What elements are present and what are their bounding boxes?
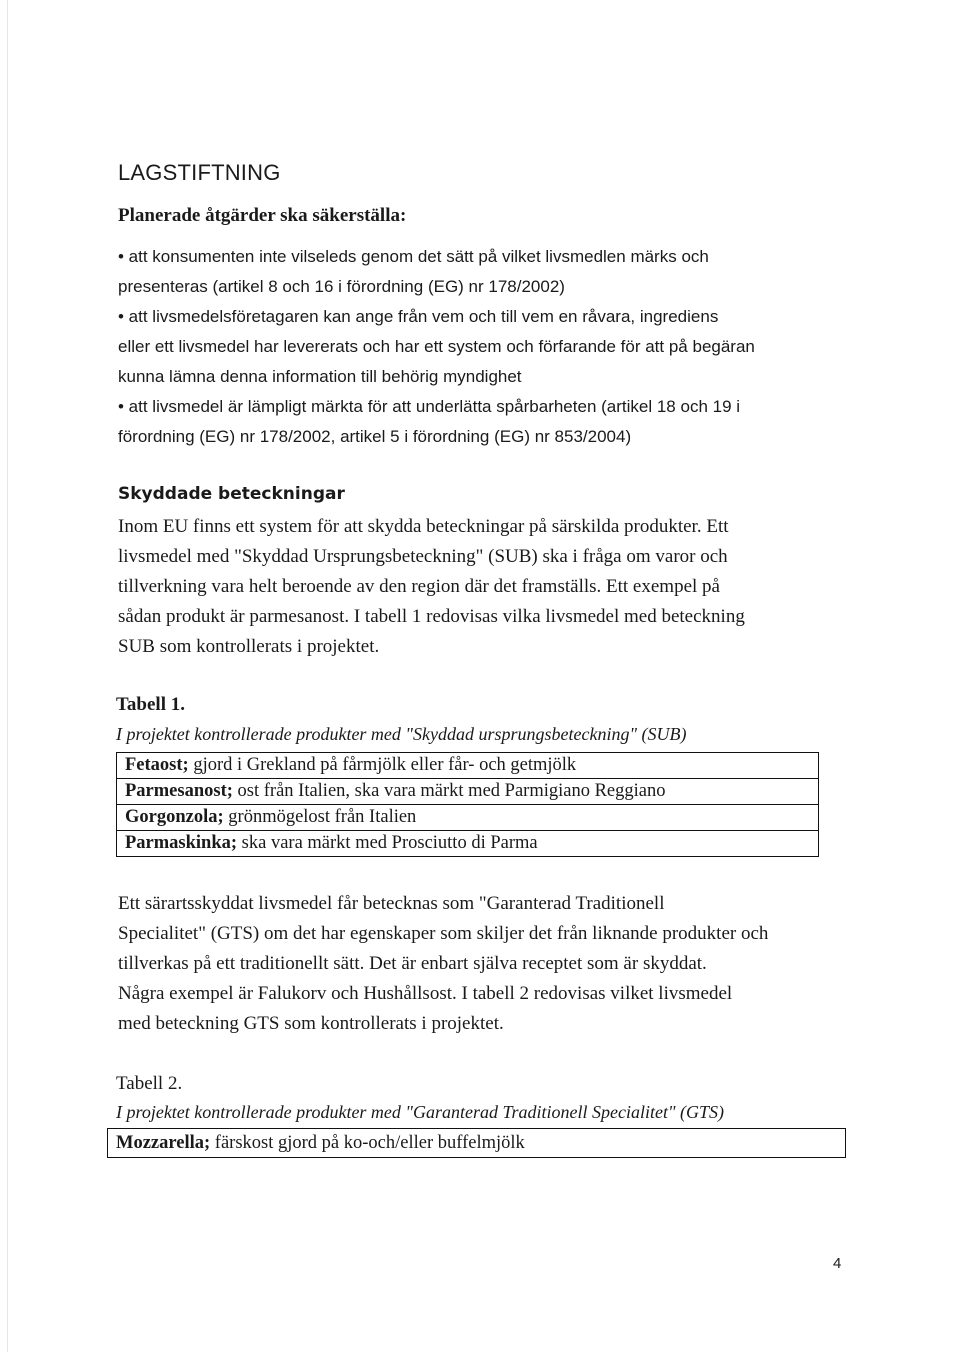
- protected-line: tillverkning vara helt beroende av den region där det framställs. Ett exempel på: [118, 576, 720, 597]
- table-cell: [117, 779, 819, 805]
- table2-label: Tabell 2.: [116, 1073, 183, 1094]
- table-cell: [108, 1129, 846, 1158]
- scan-edge-line: [7, 0, 8, 1352]
- product-name: Mozzarella;: [116, 1132, 211, 1153]
- planned-measures-title: Planerade åtgärder ska säkerställa:: [118, 205, 407, 226]
- table-cell: [117, 753, 819, 779]
- gts-line: Ett särartsskyddat livsmedel får betecknas som "Garanterad Traditionell: [118, 893, 665, 914]
- table-row: [117, 805, 819, 831]
- planned-measures-list: [118, 242, 755, 452]
- protected-designations-title: Skyddade beteckningar: [118, 484, 345, 504]
- gts-line: Specialitet" (GTS) om det har egenskaper som skiljer det från liknande produkter och: [118, 923, 769, 944]
- planned-line: • att konsumenten inte vilseleds genom det sätt på vilket livsmedlen märks och: [118, 247, 709, 266]
- table1-caption: I projektet kontrollerade produkter med "Skyddad ursprungsbeteckning" (SUB): [116, 724, 687, 744]
- table-row: [117, 831, 819, 857]
- protected-line: sådan produkt är parmesanost. I tabell 1 redovisas vilka livsmedel med beteckning: [118, 606, 745, 627]
- table2-caption: I projektet kontrollerade produkter med "Garanterad Traditionell Specialitet" (GTS): [116, 1102, 725, 1122]
- product-name: Parmaskinka;: [125, 833, 238, 853]
- product-description: gjord i Grekland på fårmjölk eller får- och getmjölk: [188, 755, 577, 775]
- table-row: [108, 1129, 846, 1158]
- gts-text: [118, 889, 768, 1039]
- protected-line: SUB som kontrollerats i projektet.: [118, 636, 380, 657]
- planned-line: • att livsmedelsföretagaren kan ange från vem och till vem en råvara, ingrediens: [118, 307, 719, 326]
- gts-line: Några exempel är Falukorv och Hushållsost. I tabell 2 redovisas vilket livsmedel: [118, 983, 733, 1004]
- gts-line: tillverkas på ett traditionellt sätt. Det är enbart själva receptet som är skyddat.: [118, 953, 707, 974]
- protected-line: livsmedel med "Skyddad Ursprungsbeteckning" (SUB) ska i fråga om varor och: [118, 546, 728, 567]
- gts-line: med beteckning GTS som kontrollerats i projektet.: [118, 1013, 504, 1034]
- product-name: Gorgonzola;: [125, 807, 224, 827]
- table-row: [117, 753, 819, 779]
- planned-line: presenteras (artikel 8 och 16 i förordning (EG) nr 178/2002): [118, 277, 565, 296]
- product-description: ska vara märkt med Prosciutto di Parma: [237, 833, 538, 853]
- product-name: Parmesanost;: [125, 781, 233, 801]
- table-row: [117, 779, 819, 805]
- product-name: Fetaost;: [125, 755, 189, 775]
- planned-line: kunna lämna denna information till behörig myndighet: [118, 367, 522, 386]
- product-description: grönmögelost från Italien: [223, 807, 417, 827]
- page-number: 4: [833, 1255, 842, 1272]
- section-heading: LAGSTIFTNING: [118, 160, 281, 185]
- planned-line: • att livsmedel är lämpligt märkta för att underlätta spårbarheten (artikel 18 och 19 i: [118, 397, 741, 416]
- product-description: färskost gjord på ko-och/eller buffelmjölk: [210, 1132, 525, 1153]
- table-cell: [117, 831, 819, 857]
- planned-line: eller ett livsmedel har levererats och har ett system och förfarande för att på begäran: [118, 337, 755, 356]
- table-cell: [117, 805, 819, 831]
- product-description: ost från Italien, ska vara märkt med Parmigiano Reggiano: [232, 781, 666, 801]
- planned-line: förordning (EG) nr 178/2002, artikel 5 i förordning (EG) nr 853/2004): [118, 427, 632, 446]
- table2: [107, 1128, 846, 1158]
- table1: [116, 752, 819, 857]
- protected-designations-text: [118, 512, 745, 662]
- protected-line: Inom EU finns ett system för att skydda beteckningar på särskilda produkter. Ett: [118, 516, 729, 537]
- table1-label: Tabell 1.: [116, 694, 185, 715]
